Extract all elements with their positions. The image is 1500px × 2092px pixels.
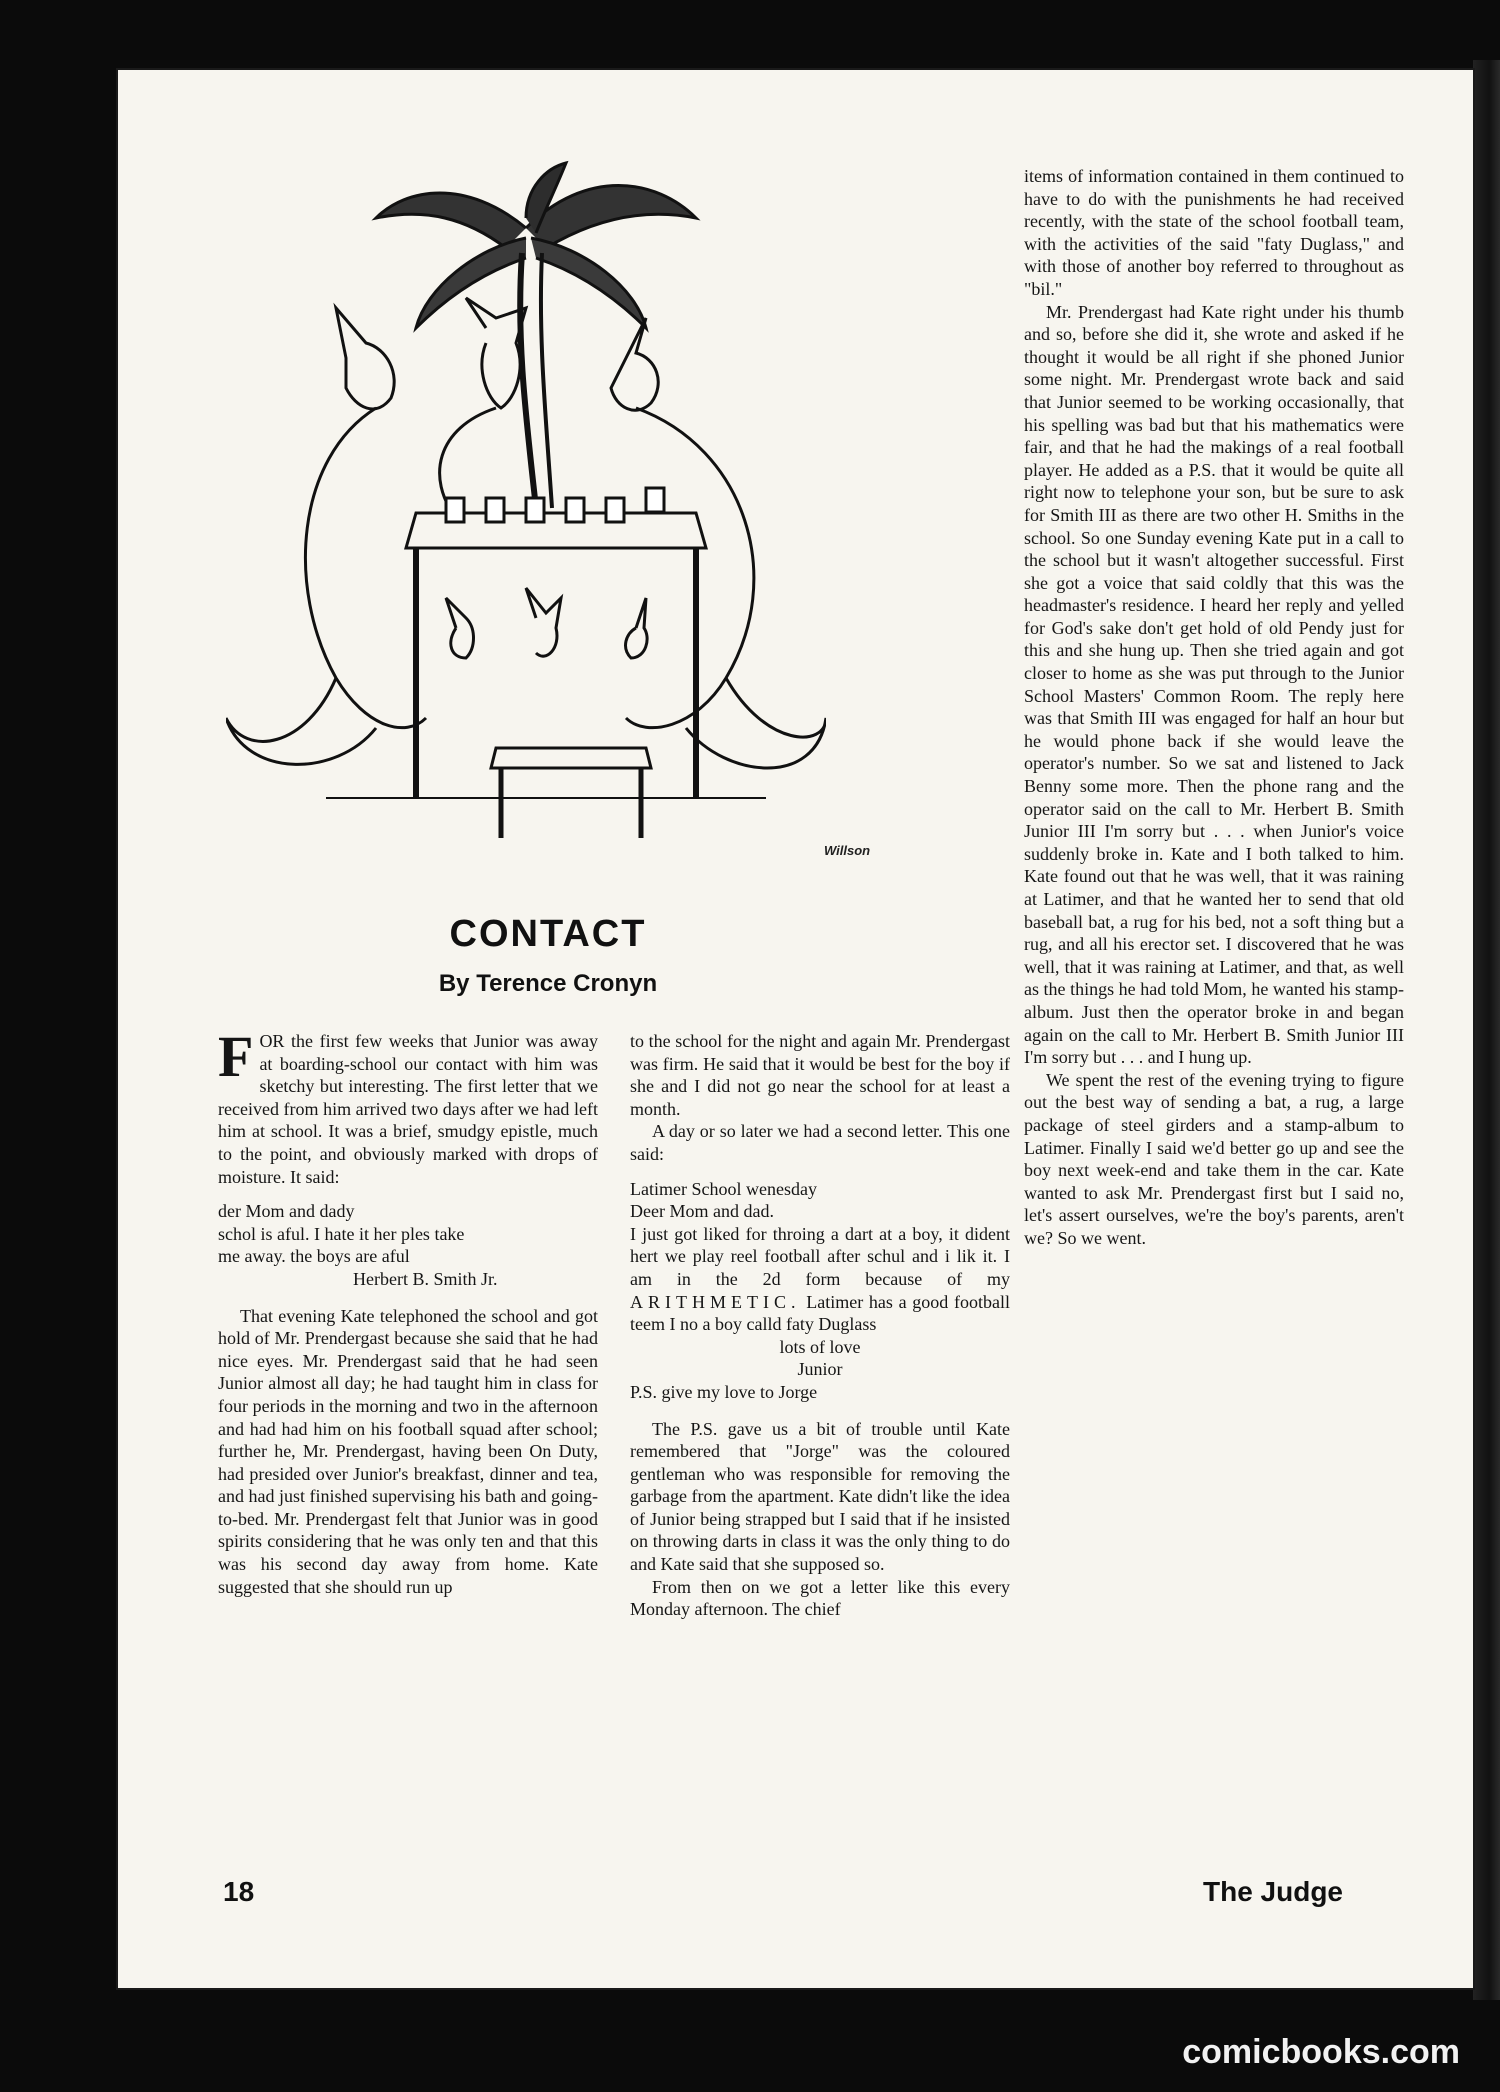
drop-cap: F — [218, 1024, 254, 1089]
letter-line: Deer Mom and dad. — [630, 1201, 774, 1222]
kangaroos-card-game-illustration — [226, 158, 826, 888]
letter-body — [630, 1223, 1010, 1336]
letter-line: der Mom and dady — [218, 1201, 355, 1222]
book-spine — [1473, 60, 1500, 2000]
watermark: comicbooks.com — [1182, 2033, 1460, 2071]
paragraph: That evening Kate telephoned the school and got hold of Mr. Prendergast because she said that he had nice eyes. Mr. Prendergast said that he had seen Junior almost all day; he had taught him in class for four periods in the morning and two in the afternoon and had had him on his football squad after school; further he, Mr. Prendergast, having been On Duty, had presided over Junior's breakfast, dinner and tea, and had just finished supervising his bath and going-to-bed. Mr. Prendergast felt that Junior was in good spirits considering that he was only ten and that this was his second day away from home. Kate suggested that she should run up — [218, 1305, 598, 1597]
paragraph: We spent the rest of the evening trying to figure out the best way of sending a bat, a rug, a large package of steel girders and a stamp-album to Latimer. Finally I said we'd better go up and see the boy next week-end and take them in the car. Kate wanted to ask Mr. Prendergast first but I said no, let's assert ourselves, we're the boy's parents, aren't we? So we went. — [1024, 1069, 1404, 1248]
letter-closing: lots of love — [779, 1336, 861, 1357]
letter-quote — [218, 1200, 598, 1290]
letter-text: I just got liked for throing a dart at a boy, it dident hert we play reel football after schul and i lik it. I am in the 2d form because of my — [630, 1223, 1010, 1289]
letter-signature: Herbert B. Smith Jr. — [353, 1268, 498, 1289]
column-2 — [630, 1030, 1010, 1621]
letter-line: Latimer School wenesday — [630, 1178, 817, 1199]
paragraph: Mr. Prendergast had Kate right under his thumb and so, before she did it, she wrote and asked if he thought it would be all right if she phoned Junior some night. Mr. Prendergast wrote back and said that Junior seemed to be working occasionally, that his spelling was bad but that his mathematics were fair, and that he had the makings of a real football player. He added as a P.S. that it would be quite all right now to telephone your son, but be sure to ask for Smith III as there are two other H. Smiths in the school. So one Sunday evening Kate put in a call to the school but it wasn't altogether successful. First she got a voice that said coldly that this was the headmaster's residence. I heard her reply and yelled for God's sake don't get hold of old Pendy just for this and she hung up. Then she tried again and got closer to home as she was put through to the Junior School Masters' Common Room. The reply here was that Smith III was engaged for half an hour but he would phone back if she would leave the operator's number. So we sat and listened to Jack Benny some more. Then the phone rang and the operator said on the call to Mr. Herbert B. Smith Junior III I'm sorry but . . . when Junior's voice suddenly broke in. Kate and I both talked to him. Kate found out that he was well, that it was raining at Latimer, and that he wanted her to send that old baseball bat, a rug for his bed, not a soft thing but a rug, and all his erector set. I discovered that he was well, that it was raining at Latimer, and that, as well as the things he had told Mom, he wanted his stamp-album. Just then the operator broke in and began again on the call to Mr. Herbert B. Smith Junior III I'm sorry but . . . and I hung up. — [1024, 301, 1404, 1068]
page-number: 18 — [223, 1876, 255, 1907]
paragraph: From then on we got a letter like this every Monday afternoon. The chief — [630, 1576, 1010, 1620]
magazine-name: The Judge — [1202, 1876, 1343, 1907]
letter-quote — [630, 1178, 1010, 1404]
column-1 — [218, 1024, 598, 1598]
column-3 — [1024, 165, 1404, 1250]
paragraph — [218, 1024, 598, 1188]
letter-emphasis: ARITHMETIC. — [630, 1291, 801, 1312]
letter-line: me away. the boys are aful — [218, 1246, 410, 1267]
paragraph: items of information contained in them continued to have to do with the punishments he had received recently, with the state of the school football team, with the activities of the said "faty Duglass," and with those of another boy referred to throughout as "bil." — [1024, 166, 1404, 299]
paragraph: to the school for the night and again Mr. Prendergast was firm. He said that it would be best for the boy if she and I did not go near the school for at least a month. — [630, 1031, 1010, 1119]
letter-line: schol is aful. I hate it her ples take — [218, 1223, 465, 1244]
magazine-page — [118, 70, 1473, 1988]
letter-text: Latimer has a good football teem I no a boy calld faty Duglass — [630, 1291, 1010, 1335]
paragraph-text: OR the first few weeks that Junior was away at boarding-school our contact with him was sketchy but interesting. The first letter that we received from him arrived two days after we had left him at school. It was a brief, smudgy epistle, much to the point, and obviously marked with drops of moisture. It said: — [218, 1031, 598, 1187]
paragraph: A day or so later we had a second letter. This one said: — [630, 1121, 1010, 1164]
article-title: CONTACT — [449, 913, 647, 955]
letter-signature: Junior — [797, 1359, 843, 1380]
letter-postscript: P.S. give my love to Jorge — [630, 1381, 818, 1402]
illustration-signature: Willson — [824, 843, 871, 858]
article-byline: By Terence Cronyn — [438, 970, 658, 997]
paragraph: The P.S. gave us a bit of trouble until Kate remembered that "Jorge" was the coloured gentleman who was responsible for removing the garbage from the apartment. Kate didn't like the idea of Junior being strapped but I said that if he insisted on throwing darts in class it was the only thing to do and Kate said that she supposed so. — [630, 1418, 1010, 1575]
